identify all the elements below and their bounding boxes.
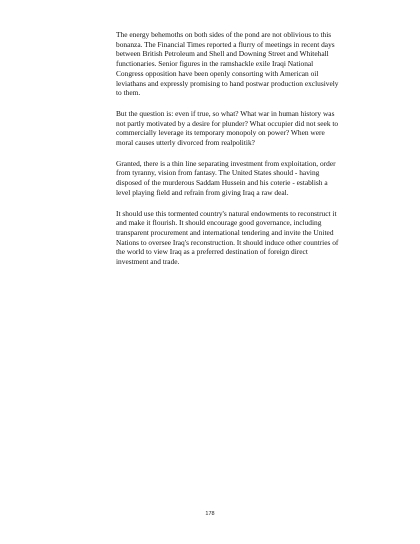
paragraph-2: But the question is: even if true, so what? What war in human history was not partly motivated by a desire for plunder? What occupier did not seek to commercially leverage its temporary monopoly on power? When were moral causes utterly divorced from realpolitik? — [116, 108, 339, 148]
page-number: 178 — [205, 511, 215, 517]
paragraph-3: Granted, there is a thin line separating investment from exploitation, order from tyranny, vision from fantasy. The United States should - having disposed of the murderous Saddam Hussein and his coterie - establish a level playing field and refrain from giving Iraq a raw deal. — [116, 158, 336, 197]
paragraph-1: The energy behemoths on both sides of the pond are not oblivious to this bonanza. The Financial Times reported a flurry of meetings in recent days between British Petroleum and Shell and Downing Street and Whitehall functionaries. Senior figures in the ramshackle exile Iraqi National Congress opposition have been openly consorting with American oil leviathans and expressly promising to hand postwar production exclusively to them. — [116, 30, 339, 98]
paragraph-4: It should use this tormented country's natural endowments to reconstruct it and make it flourish. It should encourage good governance, including transparent procurement and international tendering and invite the United Nations to oversee Iraq's reconstruction. It should induce other countries of the world to view Iraq as a preferred destination of foreign direct investment and trade. — [116, 208, 339, 267]
body-text — [116, 30, 342, 278]
